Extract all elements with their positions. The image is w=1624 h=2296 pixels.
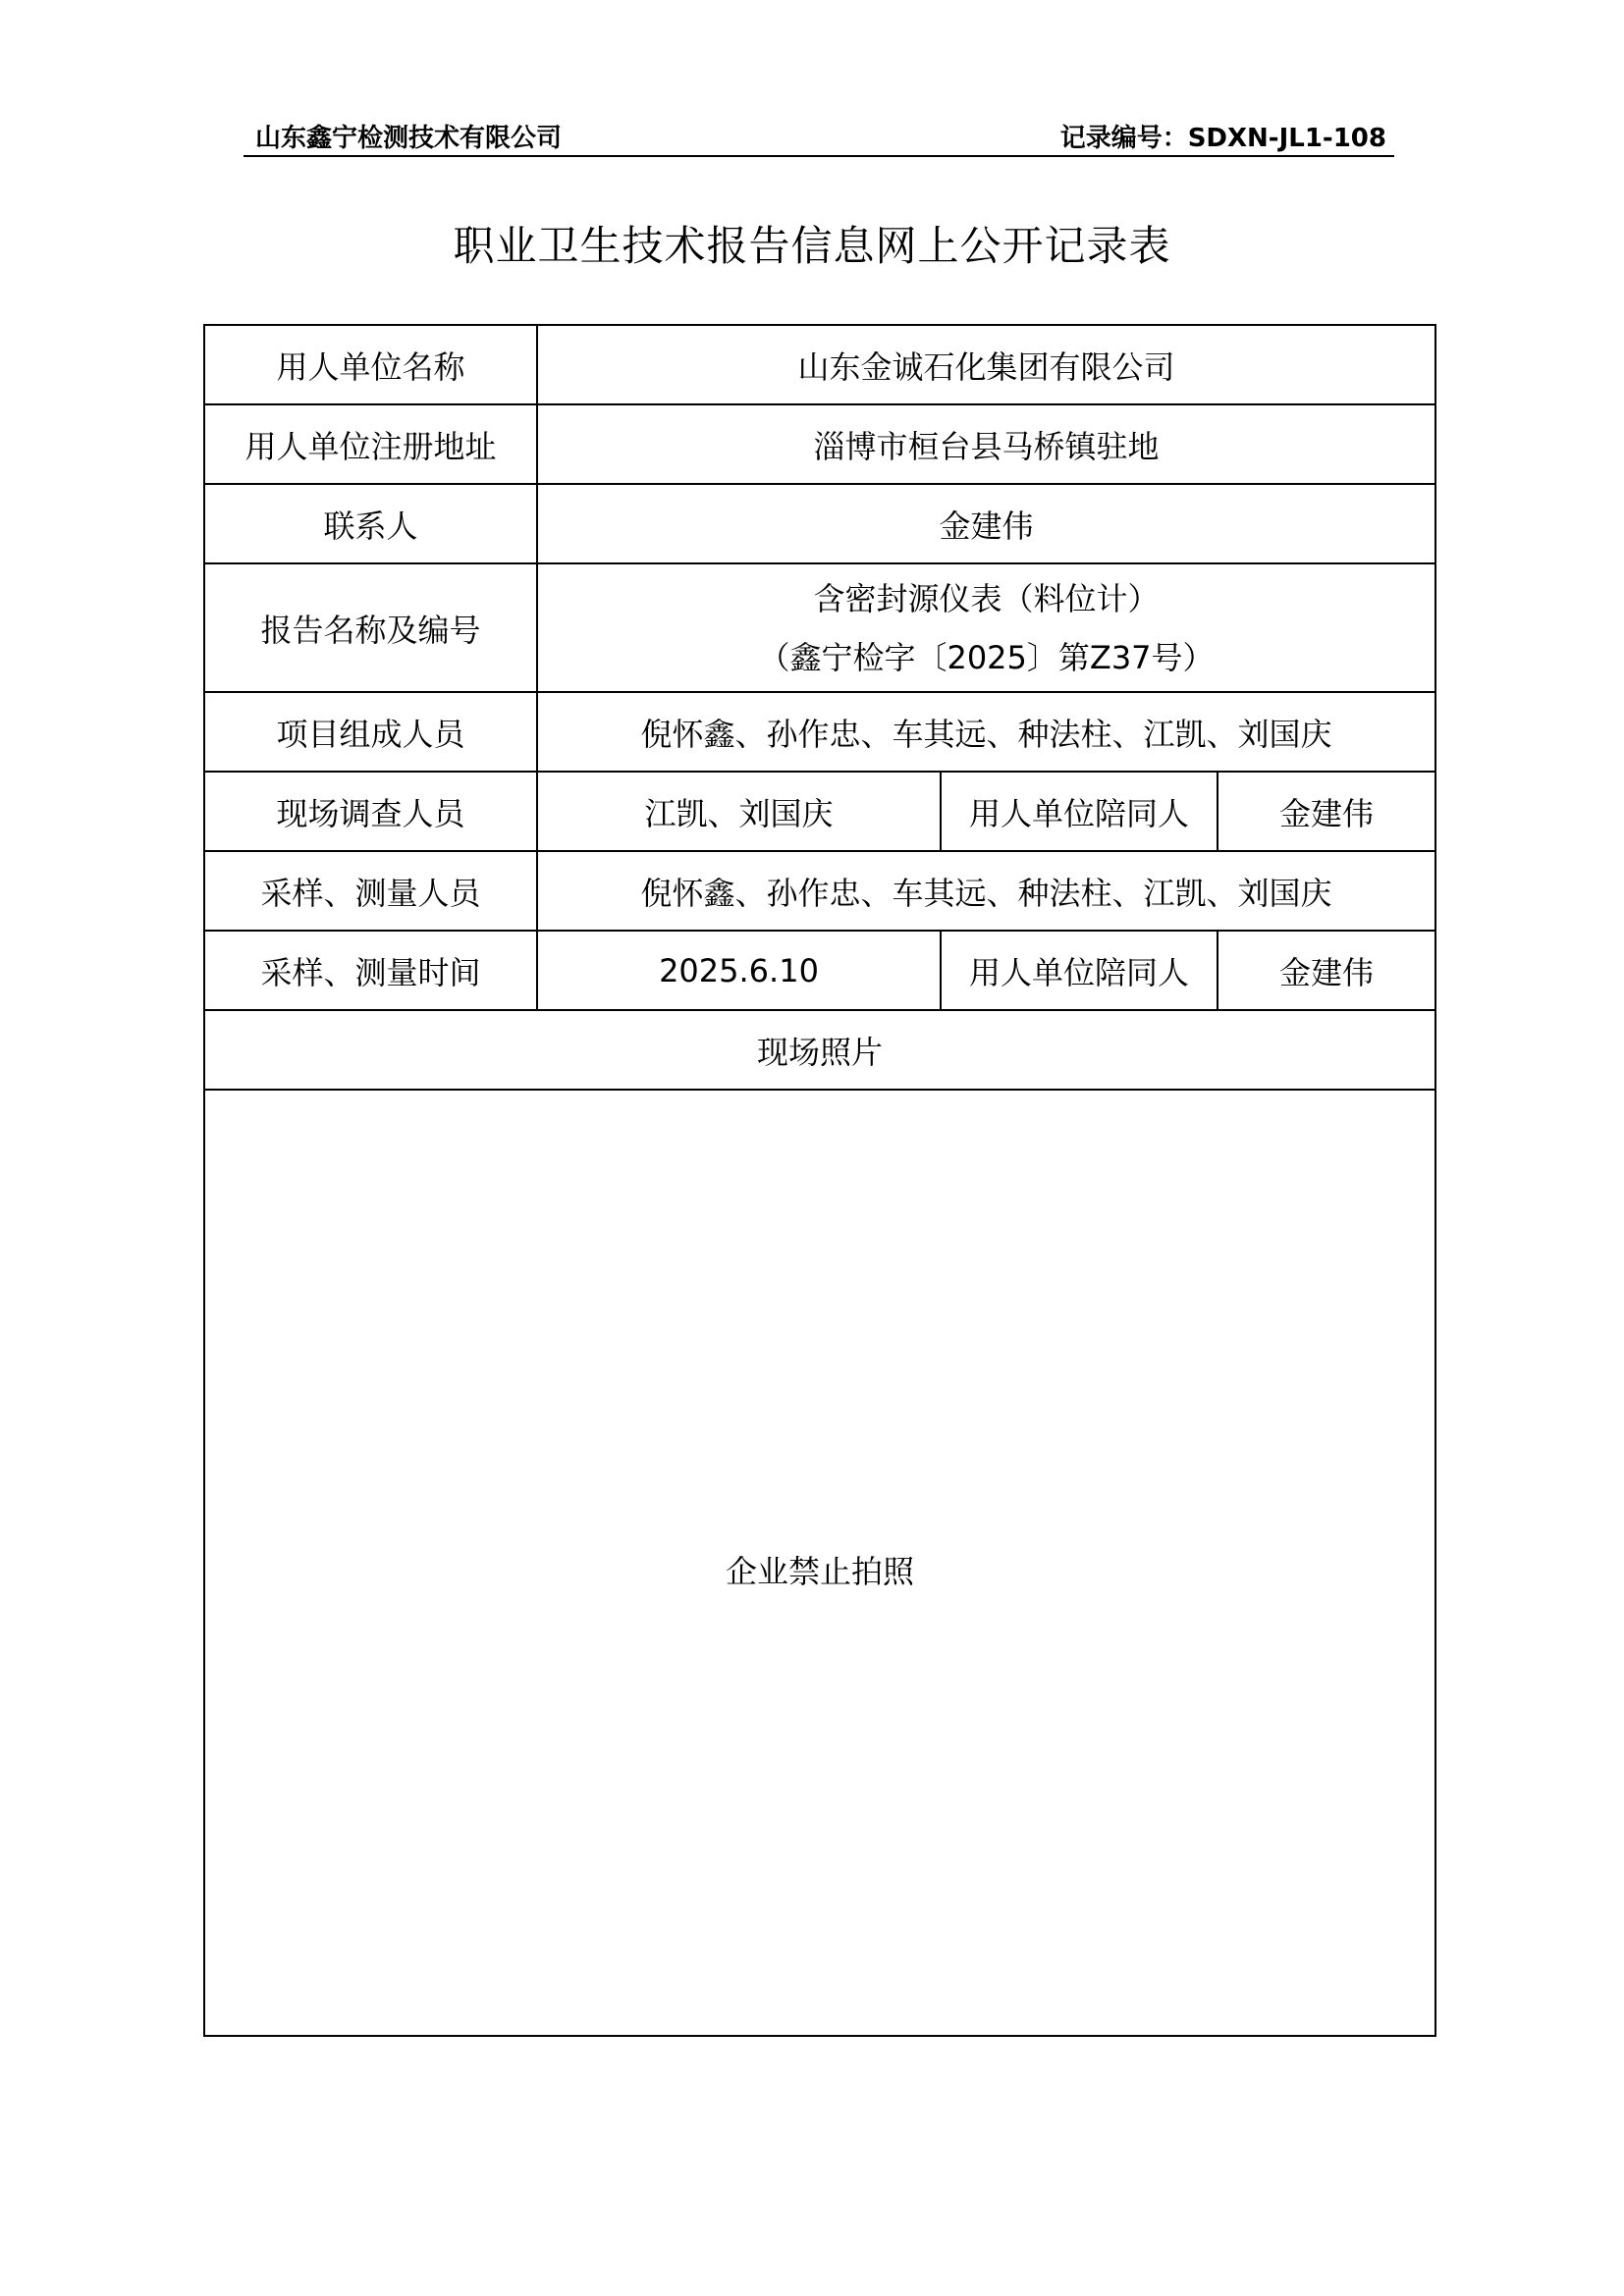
sampling-time-label: 采样、测量时间 — [204, 931, 537, 1010]
row-report — [204, 563, 1435, 692]
report-number: （鑫宁检字〔2025〕第Z37号） — [758, 638, 1215, 676]
row-photos-area — [204, 1090, 1435, 2036]
page-header — [244, 114, 1394, 157]
sampling-escort-value: 金建伟 — [1218, 931, 1435, 1010]
survey-escort-value: 金建伟 — [1218, 772, 1435, 851]
row-photos-header — [204, 1010, 1435, 1090]
company-name: 山东鑫宁检测技术有限公司 — [255, 124, 563, 153]
survey-value: 江凯、刘国庆 — [537, 772, 941, 851]
sampling-time-value: 2025.6.10 — [537, 931, 941, 1010]
report-value — [537, 563, 1435, 692]
employer-name-value: 山东金诚石化集团有限公司 — [537, 325, 1435, 404]
row-sampling-staff — [204, 851, 1435, 931]
record-form-table — [203, 324, 1436, 2037]
survey-label: 现场调查人员 — [204, 772, 537, 851]
sampling-staff-label: 采样、测量人员 — [204, 851, 537, 931]
survey-escort-label: 用人单位陪同人 — [941, 772, 1218, 851]
team-value: 倪怀鑫、孙作忠、车其远、种法柱、江凯、刘国庆 — [537, 692, 1435, 772]
record-number: 记录编号：SDXN-JL1-108 — [1059, 124, 1386, 153]
row-sampling-time — [204, 931, 1435, 1010]
employer-name-label: 用人单位名称 — [204, 325, 537, 404]
row-team — [204, 692, 1435, 772]
address-label: 用人单位注册地址 — [204, 404, 537, 484]
photos-note: 企业禁止拍照 — [725, 1553, 914, 1590]
row-survey — [204, 772, 1435, 851]
photos-area — [204, 1090, 1435, 2036]
report-name: 含密封源仪表（料位计） — [813, 579, 1160, 617]
page-title: 职业卫生技术报告信息网上公开记录表 — [453, 222, 1171, 270]
team-label: 项目组成人员 — [204, 692, 537, 772]
row-employer-name — [204, 325, 1435, 404]
sampling-staff-value: 倪怀鑫、孙作忠、车其远、种法柱、江凯、刘国庆 — [537, 851, 1435, 931]
sampling-escort-label: 用人单位陪同人 — [941, 931, 1218, 1010]
contact-value: 金建伟 — [537, 484, 1435, 563]
photos-label: 现场照片 — [204, 1010, 1435, 1090]
row-contact — [204, 484, 1435, 563]
row-address — [204, 404, 1435, 484]
contact-label: 联系人 — [204, 484, 537, 563]
address-value: 淄博市桓台县马桥镇驻地 — [537, 404, 1435, 484]
report-label: 报告名称及编号 — [204, 563, 537, 692]
